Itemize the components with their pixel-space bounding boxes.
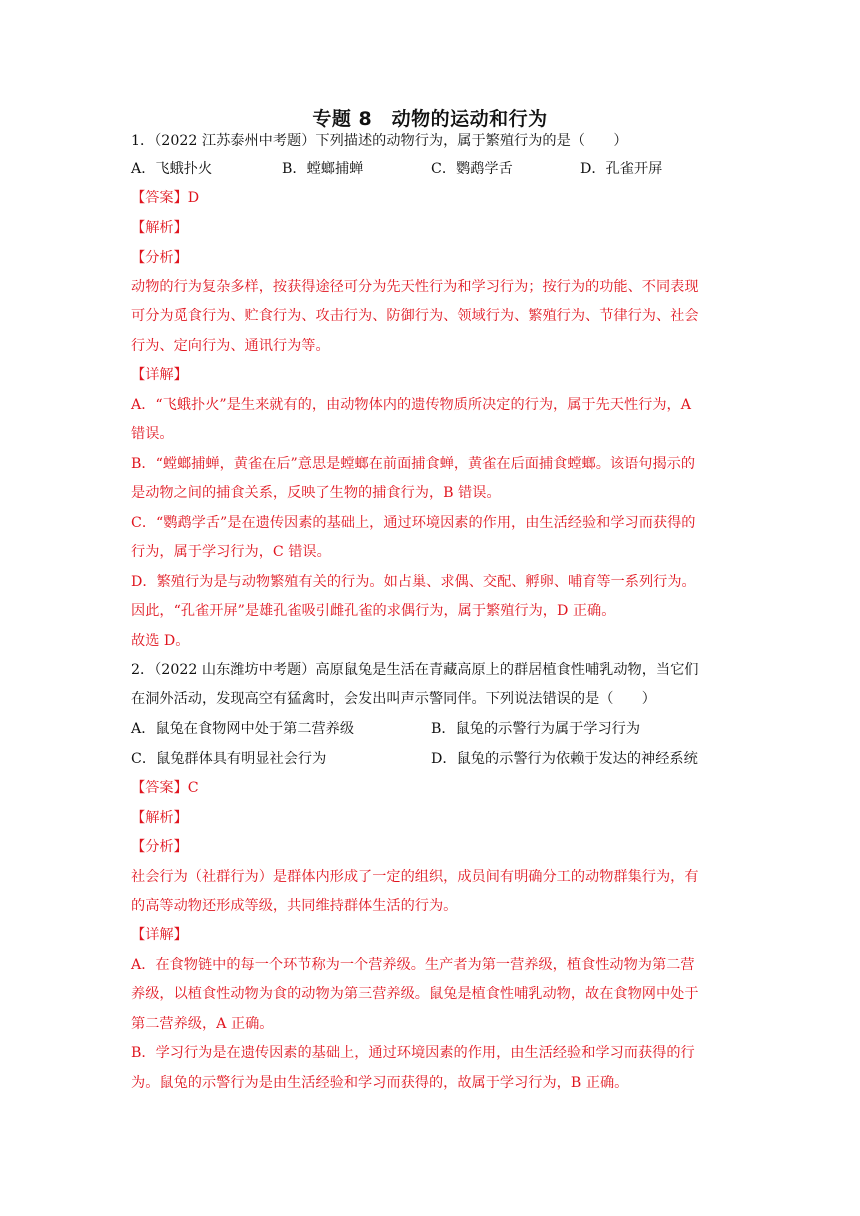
q1-option-b: B．螳螂捕蝉 xyxy=(282,161,364,177)
q2-detail-line: 养级，以植食性动物为食的动物为第三营养级。鼠兔是植食性哺乳动物，故在食物网中处于 xyxy=(131,986,699,1002)
q1-xiangjie-label: 【详解】 xyxy=(131,367,188,383)
q1-detail-line: 是动物之间的捕食关系，反映了生物的捕食行为，B 错误。 xyxy=(131,485,501,501)
q1-detail-line: 故选 D。 xyxy=(131,633,190,649)
q1-fenxi-line: 行为、定向行为、通讯行为等。 xyxy=(131,338,330,354)
q1-fenxi-line: 动物的行为复杂多样，按获得途径可分为先天性行为和学习行为；按行为的功能、不同表现 xyxy=(131,279,699,295)
q1-option-a: A．飞蛾扑火 xyxy=(131,161,213,177)
q2-stem-line: 在洞外活动，发现高空有猛禽时，会发出叫声示警同伴。下列说法错误的是（ ） xyxy=(131,691,656,707)
q1-detail-line: 行为，属于学习行为，C 错误。 xyxy=(131,544,331,560)
q2-fenxi-label: 【分析】 xyxy=(131,839,188,855)
q2-detail-line: A．在食物链中的每一个环节称为一个营养级。生产者为第一营养级，植食性动物为第二营 xyxy=(131,957,695,973)
q2-detail-line: B．学习行为是在遗传因素的基础上，通过环境因素的作用，由生活经验和学习而获得的行 xyxy=(131,1045,695,1061)
q1-option-d: D．孔雀开屏 xyxy=(580,161,663,177)
q2-fenxi-line: 的高等动物还形成等级，共同维持群体生活的行为。 xyxy=(131,898,458,914)
q2-xiangjie-label: 【详解】 xyxy=(131,927,188,943)
q2-stem-line: 2．（2022 山东潍坊中考题）高原鼠兔是生活在青藏高原上的群居植食性哺乳动物，当它们 xyxy=(131,662,699,678)
q1-stem: 1．（2022 江苏泰州中考题）下列描述的动物行为，属于繁殖行为的是（ ） xyxy=(131,133,628,149)
q2-jiexi-label: 【解析】 xyxy=(131,810,188,826)
q1-jiexi-label: 【解析】 xyxy=(131,220,188,236)
q1-detail-line: C．“鹦鹉学舌”是在遗传因素的基础上，通过环境因素的作用，由生活经验和学习而获得的 xyxy=(131,515,696,531)
q1-option-c: C．鹦鹉学舌 xyxy=(431,161,513,177)
q2-option-c: C．鼠兔群体具有明显社会行为 xyxy=(131,751,327,767)
q1-detail-line: 错误。 xyxy=(131,426,174,442)
q1-detail-line: D．繁殖行为是与动物繁殖有关的行为。如占巢、求偶、交配、孵卵、哺育等一系列行为。 xyxy=(131,574,696,590)
page-title: 专题 8 动物的运动和行为 xyxy=(312,108,548,130)
q2-fenxi-line: 社会行为（社群行为）是群体内形成了一定的组织，成员间有明确分工的动物群集行为，有 xyxy=(131,869,699,885)
q2-detail-line: 第二营养级，A 正确。 xyxy=(131,1016,274,1032)
q2-detail-line: 为。鼠兔的示警行为是由生活经验和学习而获得的，故属于学习行为，B 正确。 xyxy=(131,1075,629,1091)
q2-option-b: B．鼠兔的示警行为属于学习行为 xyxy=(431,721,641,737)
q2-option-a: A．鼠兔在食物网中处于第二营养级 xyxy=(131,721,355,737)
q1-fenxi-label: 【分析】 xyxy=(131,250,188,266)
q1-answer: 【答案】D xyxy=(131,190,200,206)
q1-fenxi-line: 可分为觅食行为、贮食行为、攻击行为、防御行为、领域行为、繁殖行为、节律行为、社会 xyxy=(131,308,699,324)
q1-detail-line: 因此，“孔雀开屏”是雄孔雀吸引雌孔雀的求偶行为，属于繁殖行为，D 正确。 xyxy=(131,603,616,619)
q2-answer: 【答案】C xyxy=(131,780,199,796)
q1-detail-line: B．“螳螂捕蝉，黄雀在后”意思是螳螂在前面捕食蝉，黄雀在后面捕食螳螂。该语句揭示的 xyxy=(131,456,696,472)
q1-detail-line: A．“飞蛾扑火”是生来就有的，由动物体内的遗传物质所决定的行为，属于先天性行为，A xyxy=(131,397,691,413)
q2-option-d: D．鼠兔的示警行为依赖于发达的神经系统 xyxy=(431,751,698,767)
